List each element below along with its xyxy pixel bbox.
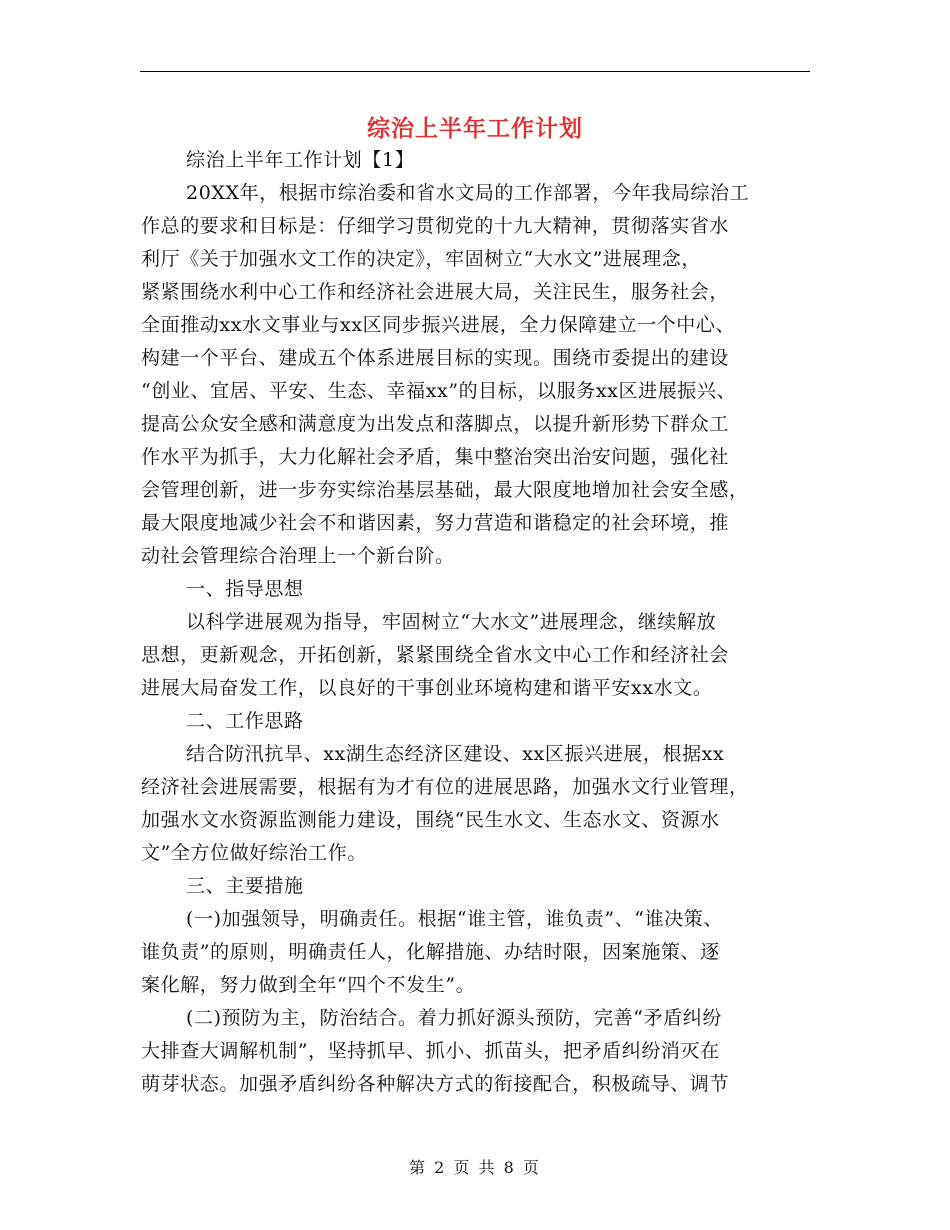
- body-line: 作总的要求和目标是：仔细学习贯彻党的十九大精神，贯彻落实省水: [141, 215, 730, 237]
- document-title: 综治上半年工作计划: [367, 115, 583, 142]
- body-line: 萌芽状态。加强矛盾纠纷各种解决方式的衔接配合，积极疏导、调节: [141, 1073, 730, 1095]
- header-rule: [140, 71, 810, 72]
- body-line: 综治上半年工作计划【1】: [186, 149, 415, 171]
- body-line: 以科学进展观为指导，牢固树立“大水文”进展理念，继续解放: [186, 611, 717, 633]
- body-line: 进展大局奋发工作，以良好的干事创业环境构建和谐平安xx水文。: [141, 677, 713, 699]
- body-line: 20XX年，根据市综治委和省水文局的工作部署，今年我局综治工: [186, 182, 750, 204]
- section-heading: 二、工作思路: [186, 710, 304, 732]
- body-line: 文”全方位做好综治工作。: [141, 842, 367, 864]
- body-line: 紧紧围绕水利中心工作和经济社会进展大局，关注民生，服务社会，: [141, 281, 730, 303]
- body-line: 利厅《关于加强水文工作的决定》，牢固树立“大水文”进展理念，: [141, 248, 701, 270]
- body-line: 最大限度地减少社会不和谐因素，努力营造和谐稳定的社会环境，推: [141, 512, 730, 534]
- body-line: 全面推动xx水文事业与xx区同步振兴进展，全力保障建立一个中心、: [141, 314, 736, 336]
- body-line: (二)预防为主，防治结合。着力抓好源头预防，完善“矛盾纠纷: [186, 1007, 722, 1029]
- body-line: 大排查大调解机制”，坚持抓早、抓小、抓苗头，把矛盾纠纷消灭在: [141, 1040, 720, 1062]
- body-line: 案化解，努力做到全年“四个不发生”。: [141, 974, 476, 996]
- body-line: 谁负责”的原则，明确责任人，化解措施、办结时限，因案施策、逐: [141, 941, 720, 963]
- body-line: 构建一个平台、建成五个体系进展目标的实现。围绕市委提出的建设: [141, 347, 730, 369]
- body-line: 经济社会进展需要，根据有为才有位的进展思路，加强水文行业管理，: [141, 776, 749, 798]
- body-line: 提高公众安全感和满意度为出发点和落脚点，以提升新形势下群众工: [141, 413, 730, 435]
- body-line: (一)加强领导，明确责任。根据“谁主管，谁负责”、“谁决策、: [186, 908, 723, 930]
- body-line: 动社会管理综合治理上一个新台阶。: [141, 545, 455, 567]
- body-line: 会管理创新，进一步夯实综治基层基础，最大限度地增加社会安全感，: [141, 479, 749, 501]
- section-heading: 三、主要措施: [186, 875, 304, 897]
- body-line: 思想，更新观念，开拓创新，紧紧围绕全省水文中心工作和经济社会: [141, 644, 730, 666]
- page-number-footer: 第 2 页 共 8 页: [409, 1158, 541, 1177]
- body-line: 结合防汛抗旱、xx湖生态经济区建设、xx区振兴进展，根据xx: [186, 743, 725, 765]
- body-line: 加强水文水资源监测能力建设，围绕“民生水文、生态水文、资源水: [141, 809, 720, 831]
- section-heading: 一、指导思想: [186, 578, 304, 600]
- body-line: 作水平为抓手，大力化解社会矛盾，集中整治突出治安问题，强化社: [141, 446, 730, 468]
- body-line: “创业、宜居、平安、生态、幸福xx”的目标，以服务xx区进展振兴、: [141, 380, 737, 402]
